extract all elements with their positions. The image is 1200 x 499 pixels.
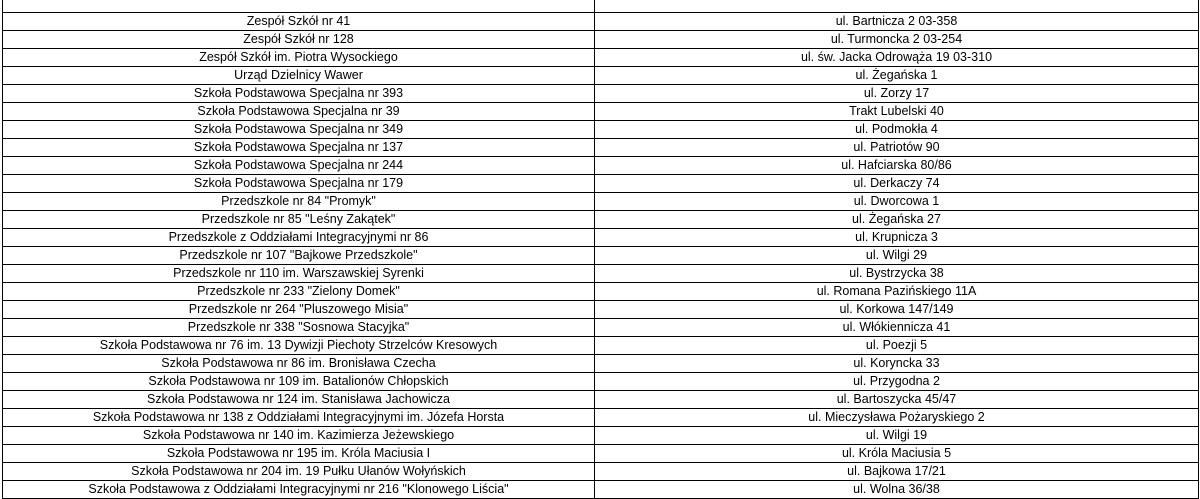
address-cell[interactable]: ul. Derkaczy 74: [595, 175, 1199, 193]
table-row: [3, 409, 1199, 427]
address-cell[interactable]: ul. Bajkowa 17/21: [595, 463, 1199, 481]
name-cell[interactable]: Szkoła Podstawowa nr 76 im. 13 Dywizji Piechoty Strzelców Kresowych: [3, 337, 595, 355]
address-cell[interactable]: ul. Włókiennicza 41: [595, 319, 1199, 337]
name-cell[interactable]: Przedszkole nr 110 im. Warszawskiej Syrenki: [3, 265, 595, 283]
name-cell[interactable]: Przedszkole nr 84 "Promyk": [3, 193, 595, 211]
address-cell[interactable]: ul. Koryncka 33: [595, 355, 1199, 373]
address-cell[interactable]: ul. Mieczysława Pożaryskiego 2: [595, 409, 1199, 427]
name-cell[interactable]: Przedszkole nr 338 "Sosnowa Stacyjka": [3, 319, 595, 337]
name-cell[interactable]: Szkoła Podstawowa Specjalna nr 349: [3, 121, 595, 139]
address-cell[interactable]: ul. Podmokła 4: [595, 121, 1199, 139]
name-cell[interactable]: Zespół Szkół nr 128: [3, 31, 595, 49]
address-cell[interactable]: ul. Bartnicza 2 03-358: [595, 13, 1199, 31]
name-cell[interactable]: Zespół Szkół im. Piotra Wysockiego: [3, 49, 595, 67]
address-cell[interactable]: ul. Wilgi 19: [595, 427, 1199, 445]
address-cell[interactable]: ul. Przygodna 2: [595, 373, 1199, 391]
table-row: [3, 445, 1199, 463]
address-cell[interactable]: ul. Krupnicza 3: [595, 229, 1199, 247]
table-row: [3, 229, 1199, 247]
address-cell[interactable]: ul. Poezji 5: [595, 337, 1199, 355]
table-row: [3, 355, 1199, 373]
table-row: [3, 265, 1199, 283]
table-row: [3, 175, 1199, 193]
table-row: [3, 319, 1199, 337]
table-row: [3, 301, 1199, 319]
name-cell[interactable]: Szkoła Podstawowa nr 204 im. 19 Pułku Ułanów Wołyńskich: [3, 463, 595, 481]
name-cell[interactable]: Szkoła Podstawowa nr 124 im. Stanisława Jachowicza: [3, 391, 595, 409]
name-cell[interactable]: Szkoła Podstawowa nr 140 im. Kazimierza Jeżewskiego: [3, 427, 595, 445]
address-cell[interactable]: ul. Zorzy 17: [595, 85, 1199, 103]
address-cell[interactable]: ul. Bartoszycka 45/47: [595, 391, 1199, 409]
address-cell[interactable]: ul. Wolna 36/38: [595, 481, 1199, 499]
table-row: [3, 463, 1199, 481]
table-row: [3, 0, 1199, 13]
name-cell[interactable]: Szkoła Podstawowa Specjalna nr 393: [3, 85, 595, 103]
table-row: [3, 427, 1199, 445]
table-row: [3, 67, 1199, 85]
address-cell[interactable]: Trakt Lubelski 40: [595, 103, 1199, 121]
address-cell[interactable]: ul. Dworcowa 1: [595, 193, 1199, 211]
name-cell[interactable]: Przedszkole nr 85 "Leśny Zakątek": [3, 211, 595, 229]
address-cell[interactable]: ul. Patriotów 90: [595, 139, 1199, 157]
address-cell[interactable]: ul. Romana Pazińskiego 11A: [595, 283, 1199, 301]
address-cell[interactable]: ul. św. Jacka Odrowąża 19 03-310: [595, 49, 1199, 67]
name-cell[interactable]: Szkoła Podstawowa z Oddziałami Integracyjnymi nr 216 "Klonowego Liścia": [3, 481, 595, 499]
address-cell[interactable]: [595, 0, 1199, 13]
name-cell[interactable]: Przedszkole nr 107 "Bajkowe Przedszkole": [3, 247, 595, 265]
address-cell[interactable]: ul. Żegańska 27: [595, 211, 1199, 229]
name-cell[interactable]: Urząd Dzielnicy Wawer: [3, 67, 595, 85]
table-row: [3, 121, 1199, 139]
address-cell[interactable]: ul. Wilgi 29: [595, 247, 1199, 265]
address-cell[interactable]: ul. Turmoncka 2 03-254: [595, 31, 1199, 49]
address-cell[interactable]: ul. Żegańska 1: [595, 67, 1199, 85]
address-cell[interactable]: ul. Króla Maciusia 5: [595, 445, 1199, 463]
name-cell[interactable]: Szkoła Podstawowa nr 195 im. Króla Maciusia I: [3, 445, 595, 463]
institutions-table: [2, 0, 1199, 499]
name-cell[interactable]: Zespół Szkół nr 41: [3, 13, 595, 31]
table-row: [3, 373, 1199, 391]
table-row: [3, 49, 1199, 67]
table-row: [3, 337, 1199, 355]
address-cell[interactable]: ul. Korkowa 147/149: [595, 301, 1199, 319]
name-cell[interactable]: Przedszkole nr 264 "Pluszowego Misia": [3, 301, 595, 319]
table-row: [3, 157, 1199, 175]
name-cell[interactable]: Szkoła Podstawowa Specjalna nr 244: [3, 157, 595, 175]
table-row: [3, 211, 1199, 229]
name-cell[interactable]: Szkoła Podstawowa Specjalna nr 179: [3, 175, 595, 193]
address-cell[interactable]: ul. Bystrzycka 38: [595, 265, 1199, 283]
address-cell[interactable]: ul. Hafciarska 80/86: [595, 157, 1199, 175]
name-cell[interactable]: Przedszkole z Oddziałami Integracyjnymi nr 86: [3, 229, 595, 247]
name-cell[interactable]: Szkoła Podstawowa Specjalna nr 39: [3, 103, 595, 121]
name-cell[interactable]: Szkoła Podstawowa nr 109 im. Batalionów Chłopskich: [3, 373, 595, 391]
table-row: [3, 139, 1199, 157]
table-row: [3, 103, 1199, 121]
name-cell[interactable]: Szkoła Podstawowa Specjalna nr 137: [3, 139, 595, 157]
table-row: [3, 247, 1199, 265]
name-cell[interactable]: Szkoła Podstawowa nr 138 z Oddziałami Integracyjnymi im. Józefa Horsta: [3, 409, 595, 427]
table-row: [3, 193, 1199, 211]
table-row: [3, 391, 1199, 409]
table-row: [3, 31, 1199, 49]
name-cell[interactable]: Szkoła Podstawowa nr 86 im. Bronisława Czecha: [3, 355, 595, 373]
table-row: [3, 13, 1199, 31]
name-cell[interactable]: [3, 0, 595, 13]
table-row: [3, 283, 1199, 301]
table-body: [3, 0, 1199, 499]
table-row: [3, 85, 1199, 103]
name-cell[interactable]: Przedszkole nr 233 "Zielony Domek": [3, 283, 595, 301]
